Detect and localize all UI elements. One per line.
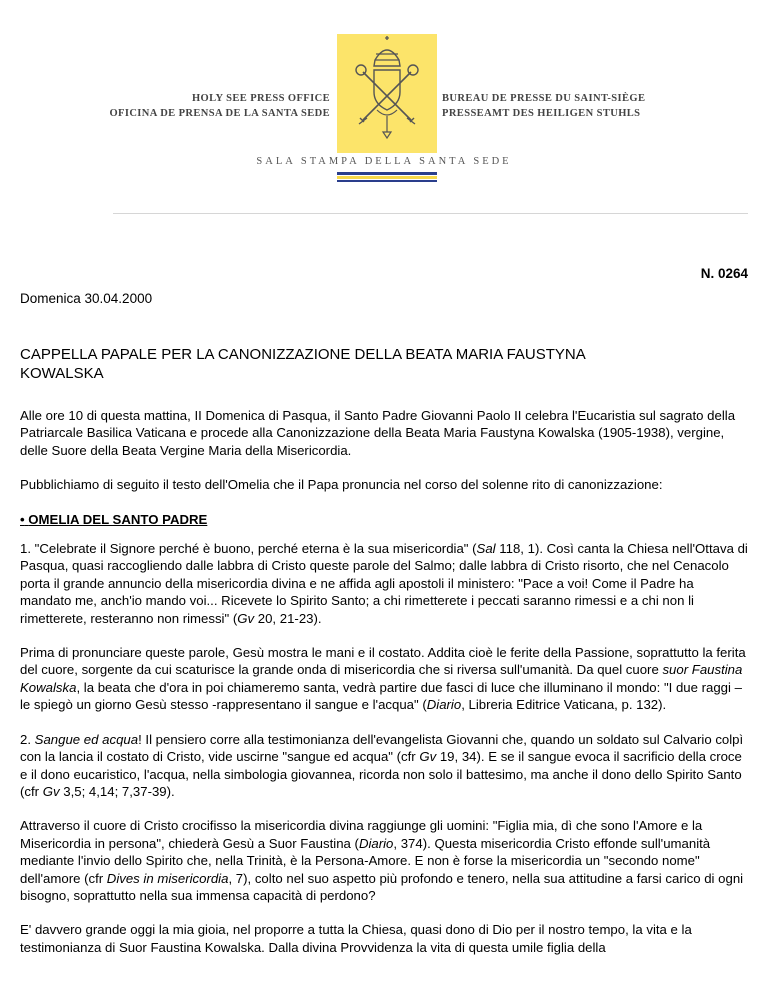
document-body [20,407,748,973]
logo-base [337,140,437,153]
section-heading-text: OMELIA DEL SANTO PADRE [28,511,208,527]
homily-paragraph-5: E' davvero grande oggi la mia gioia, nel proporre a tutta la Chiesa, quasi dono di Dio per il nostro tempo, la vita e la testimonianza di Suor Faustina Kowalska. Dalla divina Provvidenza la vita di questa umile figlia della [20,922,692,955]
header-stripe-yellow [337,176,437,179]
header-stripe-blue-2 [337,180,437,182]
announce-paragraph: Pubblichiamo di seguito il testo dell'Omelia che il Papa pronuncia nel corso del solenne rito di canonizzazione: [20,477,663,493]
holy-see-press-office: HOLY SEE PRESS OFFICE [191,93,330,104]
header-stripe-blue [337,172,437,175]
homily-paragraph-4: Attraverso il cuore di Cristo crocifisso la misericordia divina raggiunge gli uomini: "Figlia mia, dì che sono l'Amore e la Misericordia in persona", chiederà Gesù a Suor Faustina (Diario, 374). Questa misericordia Cristo effonde sull'umanità mediante l'invio dello Spirito che, nella Trinità, è la Persona-Amore. E non è forse la misericordia un "secondo nome" dell'amore (cfr Dives in misericordia, 7), colto nel suo aspetto più profondo e tenero, nella sua attitudine a farsi carico di ogni bisogno, soprattutto nella sua immensa capacità di perdono? [20,818,744,903]
homily-paragraph-2: Prima di pronunciare queste parole, Gesù mostra le mani e il costato. Addita cioè le ferite della Passione, soprattutto la ferita del cuore, sorgente da cui scaturisce la grande onda di misericordia che si riversa sull'umanità. Da quel cuore suor Faustina Kowalska, la beata che d'ora in poi chiameremo santa, vedrà partire due fasci di luce che illuminano il mondo: "I due raggi – le spiegò un giorno Gesù stesso -rappresentano il sangue e l'acqua" (Diario, Libreria Editrice Vaticana, p. 132). [20,645,746,713]
section-heading[interactable] [20,511,748,528]
bulletin-number: N. 0264 [700,266,748,281]
bulletin-date: Domenica 30.04.2000 [20,291,153,306]
oficina-de-prensa: OFICINA DE PRENSA DE LA SANTA SEDE [109,108,330,119]
papal-coat-of-arms-icon [337,34,437,140]
bureau-de-presse: BUREAU DE PRESSE DU SAINT-SIÈGE [442,93,646,104]
header-divider [113,213,748,214]
bullet-icon: • [20,511,25,527]
coat-of-arms-graphic [337,34,437,140]
homily-paragraph-1: 1. "Celebrate il Signore perché è buono, perché eterna è la sua misericordia" (Sal 118, 1). Così canta la Chiesa nell'Ottava di Pasqua, quasi raccogliendo dalle labbra di Cristo queste parole del Salmo; dalle labbra di Cristo risorto, che nel Cenacolo porta il grande annuncio della misericordia divina e ne affida agli apostoli il ministero: "Pace a voi! Come il Padre ha mandato me, anch'io mando voi... Ricevete lo Spirito Santo; a chi rimetterete i peccati saranno rimessi e a chi non li rimetterete, resteranno non rimessi" (Gv 20, 21-23). [20,541,748,626]
presseamt: PRESSEAMT DES HEILIGEN STUHLS [442,108,641,119]
press-office-names-right [442,91,645,121]
homily-paragraph-3: 2. Sangue ed acqua! Il pensiero corre alla testimonianza dell'evangelista Giovanni che, quando un soldato sul Calvario colpì con la lancia il costato di Cristo, vide uscirne "sangue ed acqua" (cfr Gv 19, 34). E se il sangue evoca il sacrificio della croce e il dono eucaristico, l'acqua, nella simbologia giovannea, ricorda non solo il battesimo, ma anche il dono dello Spirito Santo (cfr Gv 3,5; 4,14; 7,37-39). [20,731,744,799]
intro-paragraph: Alle ore 10 di questa mattina, II Domenica di Pasqua, il Santo Padre Giovanni Paolo II celebra l'Eucaristia sul sagrato della Patriarcale Basilica Vaticana e procede alla Canonizzazione della Beata Maria Faustyna Kowalska (1905-1938), vergine, delle Suore della Beata Vergine Maria della Misericordia. [20,408,736,458]
sala-stampa-subtitle: SALA STAMPA DELLA SANTA SEDE [256,156,512,167]
document-title: CAPPELLA PAPALE PER LA CANONIZZAZIONE DELLA BEATA MARIA FAUSTYNA KOWALSKA [20,346,585,382]
press-office-names-left [109,91,330,121]
